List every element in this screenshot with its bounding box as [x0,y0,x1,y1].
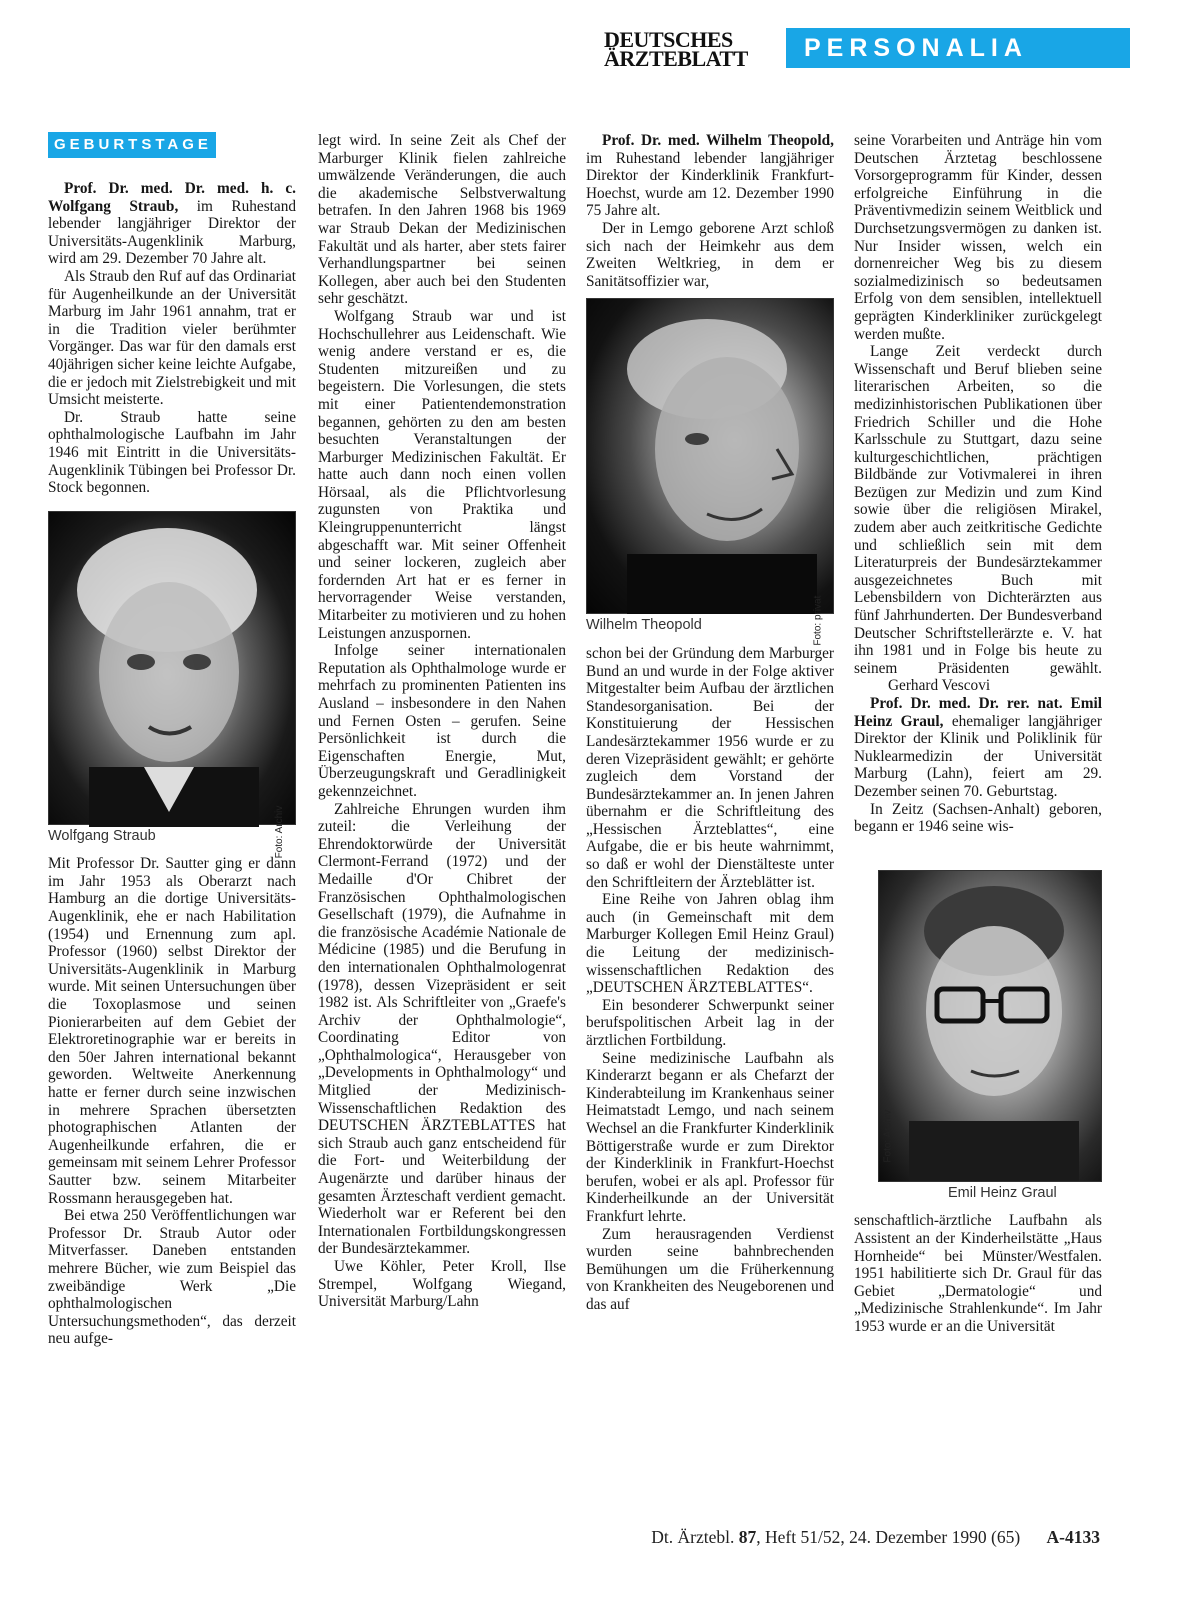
graul-name: Prof. Dr. med. Dr. rer. nat. Emil Heinz Graul, [854,695,1102,730]
paragraph: Zahlreiche Ehrungen wurden ihm zuteil: die Verleihung der Ehrendoktorwürde der Universität Clermont-Ferrand (1972) und der Medaille d'Or Chibret der Französischen Ophthalmologischen Gesellschaft (1979), die Aufnahme in die französische Académie Nationale de Médicine (1985) und die Berufung in den internationalen Ophthalmologenrat (1978), dessen Vizepräsident er seit 1982 ist. Als Schriftleiter von „Graefe's Archiv der Ophthalmologie“, Coordinating Editor von „Ophthalmologica“, Herausgeber von „Developments in Ophthalmology“ und Mitglied der Medizinisch-Wissenschaftlichen Redaktion des DEUTSCHEN ÄRZTEBLATTES hat sich Straub auch ganz entscheidend für die Fort- und Weiterbildung der Augenärzte und darüber hinaus der gesamten Ärzteschaft verdient gemacht. Wiederholt war er Referent bei den Internationalen Fortbildungskongressen der Bundesärztekammer. [318,800,566,1258]
portrait-illustration [879,871,1101,1181]
paragraph: Eine Reihe von Jahren oblag ihm auch (in Gemeinschaft mit dem Marburger Kollegen Emil Heinz Graul) die Leitung der medizinisch-wissenschaftlichen Redaktion des „DEUTSCHEN ÄRZTEBLATTES“. [586,891,834,997]
footer-journal: Dt. Ärztebl. [651,1527,735,1547]
footer-volume: 87 [738,1527,757,1547]
photo-caption: Wilhelm Theopold [586,617,702,634]
theopold-intro: Prof. Dr. med. Wilhelm Theopold, im Ruhestand lebender langjähriger Direktor der Kinderklinik Frankfurt-Hoechst, wurde am 12. Dezember 1990 75 Jahre alt. [586,132,834,220]
author-signature: Uwe Köhler, Peter Kroll, Ilse Strempel, Wolfgang Wiegand, Universität Marburg/Lahn [318,1258,566,1311]
photo-credit: Foto: privat [812,595,824,646]
paragraph: Ein besonderer Schwerpunkt seiner berufspolitischen Arbeit lag in der ärztlichen Fortbildung. [586,996,834,1049]
portrait-illustration [49,512,295,824]
paragraph: senschaftlich-ärztliche Laufbahn als Assistent an der Kinderheilstätte „Haus Hornheide“ bei Münster/Westfalen. 1951 habilitierte sich Dr. Graul für das Gebiet „Dermatologie“ und „Medizinische Strahlenkunde“. Im Jahr 1953 wurde er an die Universität [854,1212,1102,1335]
paragraph: Seine medizinische Laufbahn als Kinderarzt begann er als Chefarzt der Kinderabteilung im Krankenhaus seiner Heimatstadt Lemgo, und nach seinem Wechsel an die Frankfurter Kinderklinik Böttigerstraße wurde er zum Direktor der Kinderklinik in Frankfurt-Hoechst berufen, wobei er als apl. Professor für Kinderheilkunde an der Universität Frankfurt lehrte. [586,1049,834,1225]
graul-intro: Prof. Dr. med. Dr. rer. nat. Emil Heinz Graul, ehemaliger langjähriger Direktor der Klinik und Poliklinik für Nuklearmedizin der Universität Marburg (Lahn), feiert am 29. Dezember seinen 70. Geburtstag. [854,695,1102,800]
straub-name: Prof. Dr. med. Dr. med. h. c. Wolfgang Straub, [48,180,296,215]
theopold-name: Prof. Dr. med. Wilhelm Theopold, [602,132,834,149]
paragraph: Zum herausragenden Verdienst wurden seine bahnbrechenden Bemühungen um die Früherkennung von Krankheiten des Neugeborenen und das auf [586,1225,834,1313]
paragraph: Lange Zeit verdeckt durch Wissenschaft und Beruf blieben seine literarischen Arbeiten, so die medizinhistorischen Publikationen über Friedrich Schiller und die Hohe Karlsschule zu Stuttgart, dazu seine kulturgeschichtlichen, prächtigen Bildbände zur Votivmalerei in ihren Bezügen zur Medizin und zum Kind sowie über die religiösen Mirakel, zudem aber auch zeitkritische Gedichte und schließlich sein mit dem Literaturpreis der Bundesärztekammer ausgezeichnetes Buch mit Lebensbildern von Dichterärzten aus fünf Jahrhunderten. Der Bundesverband Deutscher Schriftstellerärzte e. V. hat ihn 1981 und in Folge bis heute zu seinem Präsidenten gewählt. Gerhard Vescovi [854,343,1102,695]
photo-caption: Emil Heinz Graul [948,1184,1057,1201]
paragraph: Mit Professor Dr. Sautter ging er dann im Jahr 1953 als Oberarzt nach Hamburg an die dortige Universitäts-Augenklinik, ehe er nach Habilitation (1954) und Ernennung zum apl. Professor (1960) selbst Direktor der Universitäts-Augenklinik in Marburg wurde. Mit seinen Untersuchungen über die Toxoplasmose und seinen Pionierarbeiten auf dem Gebiet der Elektroretinographie war er bereits in den 50er Jahren international bekannt geworden. Weltweite Anerkennung hatte er ferner durch seine inzwischen in mehrere Sprachen übersetzten photographischen Atlanten der Augenheilkunde erfahren, die er gemeinsam mit seinem Lehrer Professor Sautter bzw. seinem Mitarbeiter Rossmann herausgegeben hat. [48,855,296,1207]
paragraph: legt wird. In seine Zeit als Chef der Marburger Klinik fielen zahlreiche umwälzende Veränderungen, die auch die akademische Selbstverwaltung betrafen. In den Jahren 1968 bis 1969 war Straub Dekan der Medizinischen Fakultät und als harter, aber stets fairer Verhandlungspartner bei seinen Kollegen, aber auch bei den Studenten sehr geschätzt. [318,132,566,308]
section-banner: PERSONALIA [786,28,1130,68]
paragraph: Infolge seiner internationalen Reputation als Ophthalmologe wurde er mehrfach zu prominenten Patienten ins Ausland – insbesondere in den Nahen und Fernen Osten – gerufen. Seine Persönlichkeit ist durch die Eigenschaften Energie, Mut, Überzeugungskraft und Geradlinigkeit gekennzeichnet. [318,642,566,800]
page-footer [560,1527,1100,1548]
paragraph: seine Vorarbeiten und Anträge hin vom Deutschen Ärztetag beschlossene Vorsorgeprogramm für Kinder, dessen erfolgreiche Einführung in die Präventivmedizin seinem Weitblick und Durchsetzungsvermögen zu danken ist. Nur Insider wissen, welch ein dornenreicher Weg bis zu diesem sozialmedizinisch so bedeutsamen Erfolg von dem sensiblen, intellektuell geprägten Kinderkliniker zurückgelegt werden mußte. [854,132,1102,343]
photo-caption: Wolfgang Straub [48,827,156,844]
column-3 [586,132,834,1314]
paragraph: schon bei der Gründung dem Marburger Bund an und wurde in der Folge aktiver Mitgestalter beim Aufbau der ärztlichen Standesorganisation. Bei der Konstituierung der Hessischen Landesärztekammer 1956 wurde er zu deren Vizepräsident gewählt; er gehörte zugleich dem Vorstand der Bundesärztekammer an. In jenen Jahren übernahm er die Schriftleitung des „Hessischen Ärzteblattes“, eine Aufgabe, die er bis heute wahrnimmt, so daß er wohl der Dienstälteste unter den Schriftleitern der Ärzteblätter ist. [586,644,834,891]
photo-credit: Foto: Archiv [274,805,286,859]
footer-issue: , Heft 51/52, 24. Dezember 1990 (65) [756,1527,1021,1547]
photo-credit: Foto: Archiv [882,1109,894,1163]
brand-line-1: DEUTSCHES [604,27,733,52]
footer-page-number: A-4133 [1046,1527,1100,1547]
paragraph: Der in Lemgo geborene Arzt schloß sich nach der Heimkehr aus dem Zweiten Weltkrieg, in dem er Sanitätsoffizier war, [586,219,834,290]
paragraph: Bei etwa 250 Veröffentlichungen war Professor Dr. Straub Autor oder Mitverfasser. Daneben entstanden mehrere Bücher, wie zum Beispiel das zweibändige Werk „Die ophthalmologischen Untersuchungsmethoden“, das derzeit neu aufge- [48,1207,296,1348]
portrait-illustration [587,299,833,613]
column-2 [318,132,566,1311]
paragraph: Als Straub den Ruf auf das Ordinariat für Augenheilkunde an der Universität Marburg im Jahr 1961 annahm, trat er in die Tradition vieler berühmter Vorgänger. Das war für den damals erst 40jährigen sicher keine leichte Aufgabe, die er jedoch mit Zielstrebigkeit und mit Umsicht meisterte. [48,267,296,409]
column-1 [48,132,296,1348]
rubric-birthdays: GEBURTSTAGE [48,132,216,158]
column-4 [854,132,1102,1336]
journal-logo [604,27,776,71]
brand-line-2: ÄRZTEBLATT [604,46,748,71]
paragraph: Wolfgang Straub war und ist Hochschullehrer aus Leidenschaft. Wie wenig andere verstand er es, die Studenten mitzureißen und zu begeistern. Die Vorlesungen, die stets mit einer Patientendemonstration begannen, gehörten zu den am besten besuchten Veranstaltungen der Marburger Medizinischen Fakultät. Er hatte auch dann noch einen vollen Hörsaal, als die Pflichtvorlesung zugunsten von Praktika und Kleingruppenunterricht längst abgeschafft war. Mit seiner Offenheit und seiner lockeren, zugleich aber fordernden Art hat er es ferner in hervorragender Weise verstanden, Mitarbeiter zu motivieren und zu hohen Leistungen anzuspornen. [318,307,566,642]
straub-intro: Prof. Dr. med. Dr. med. h. c. Wolfgang Straub, im Ruhestand lebender langjähriger Direktor der Universitäts-Augenklinik Marburg, wird am 29. Dezember 70 Jahre alt. [48,180,296,268]
paragraph: In Zeitz (Sachsen-Anhalt) geboren, begann er 1946 seine wis- [854,800,1102,836]
masthead [604,26,1124,76]
photo-emil-heinz-graul [878,870,1102,1182]
author-signature: Gerhard Vescovi [888,677,991,695]
paragraph: Dr. Straub hatte seine ophthalmologische Laufbahn im Jahr 1946 mit Eintritt in die Universitäts-Augenklinik Tübingen bei Professor Dr. Stock begonnen. [48,408,296,497]
